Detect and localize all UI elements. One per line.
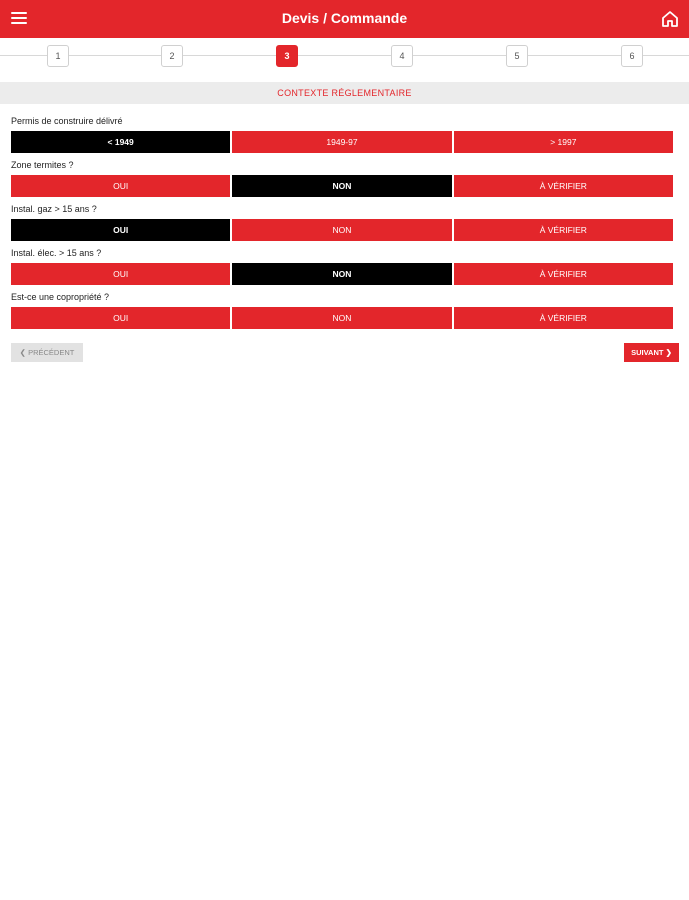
option-after-1997[interactable]: > 1997 [454,131,673,153]
option-non[interactable]: NON [232,175,451,197]
chevron-right-icon: ❯ [665,348,672,357]
step-2[interactable]: 2 [161,45,183,67]
home-icon[interactable] [660,9,680,29]
option-a-verifier[interactable]: À VÉRIFIER [454,263,673,285]
question-label-permis: Permis de construire délivré [11,116,123,126]
step-4[interactable]: 4 [391,45,413,67]
step-3[interactable]: 3 [276,45,298,67]
option-oui[interactable]: OUI [11,175,230,197]
chevron-left-icon: ❮ [19,348,26,357]
stepper [0,38,689,76]
option-oui[interactable]: OUI [11,263,230,285]
options-elec [11,263,673,285]
step-6[interactable]: 6 [621,45,643,67]
next-button[interactable] [624,343,679,362]
section-title: CONTEXTE RÉGLEMENTAIRE [0,82,689,104]
question-label-gaz: Instal. gaz > 15 ans ? [11,204,97,214]
question-label-copropriete: Est-ce une copropriété ? [11,292,110,302]
option-a-verifier[interactable]: À VÉRIFIER [454,219,673,241]
options-copropriete [11,307,673,329]
option-non[interactable]: NON [232,263,451,285]
step-1[interactable]: 1 [47,45,69,67]
option-non[interactable]: NON [232,307,451,329]
previous-button[interactable] [11,343,83,362]
option-a-verifier[interactable]: À VÉRIFIER [454,307,673,329]
options-permis [11,131,673,153]
stepper-line [0,55,689,56]
question-label-elec: Instal. élec. > 15 ans ? [11,248,102,258]
options-gaz [11,219,673,241]
option-before-1949[interactable]: < 1949 [11,131,230,153]
option-oui[interactable]: OUI [11,307,230,329]
option-a-verifier[interactable]: À VÉRIFIER [454,175,673,197]
app-bar [0,0,689,38]
page-title: Devis / Commande [281,10,408,26]
previous-label: PRÉCÉDENT [28,348,75,357]
question-label-termites: Zone termites ? [11,160,74,170]
options-termites [11,175,673,197]
option-1949-97[interactable]: 1949-97 [232,131,451,153]
step-5[interactable]: 5 [506,45,528,67]
next-label: SUIVANT [631,348,664,357]
option-oui[interactable]: OUI [11,219,230,241]
option-non[interactable]: NON [232,219,451,241]
